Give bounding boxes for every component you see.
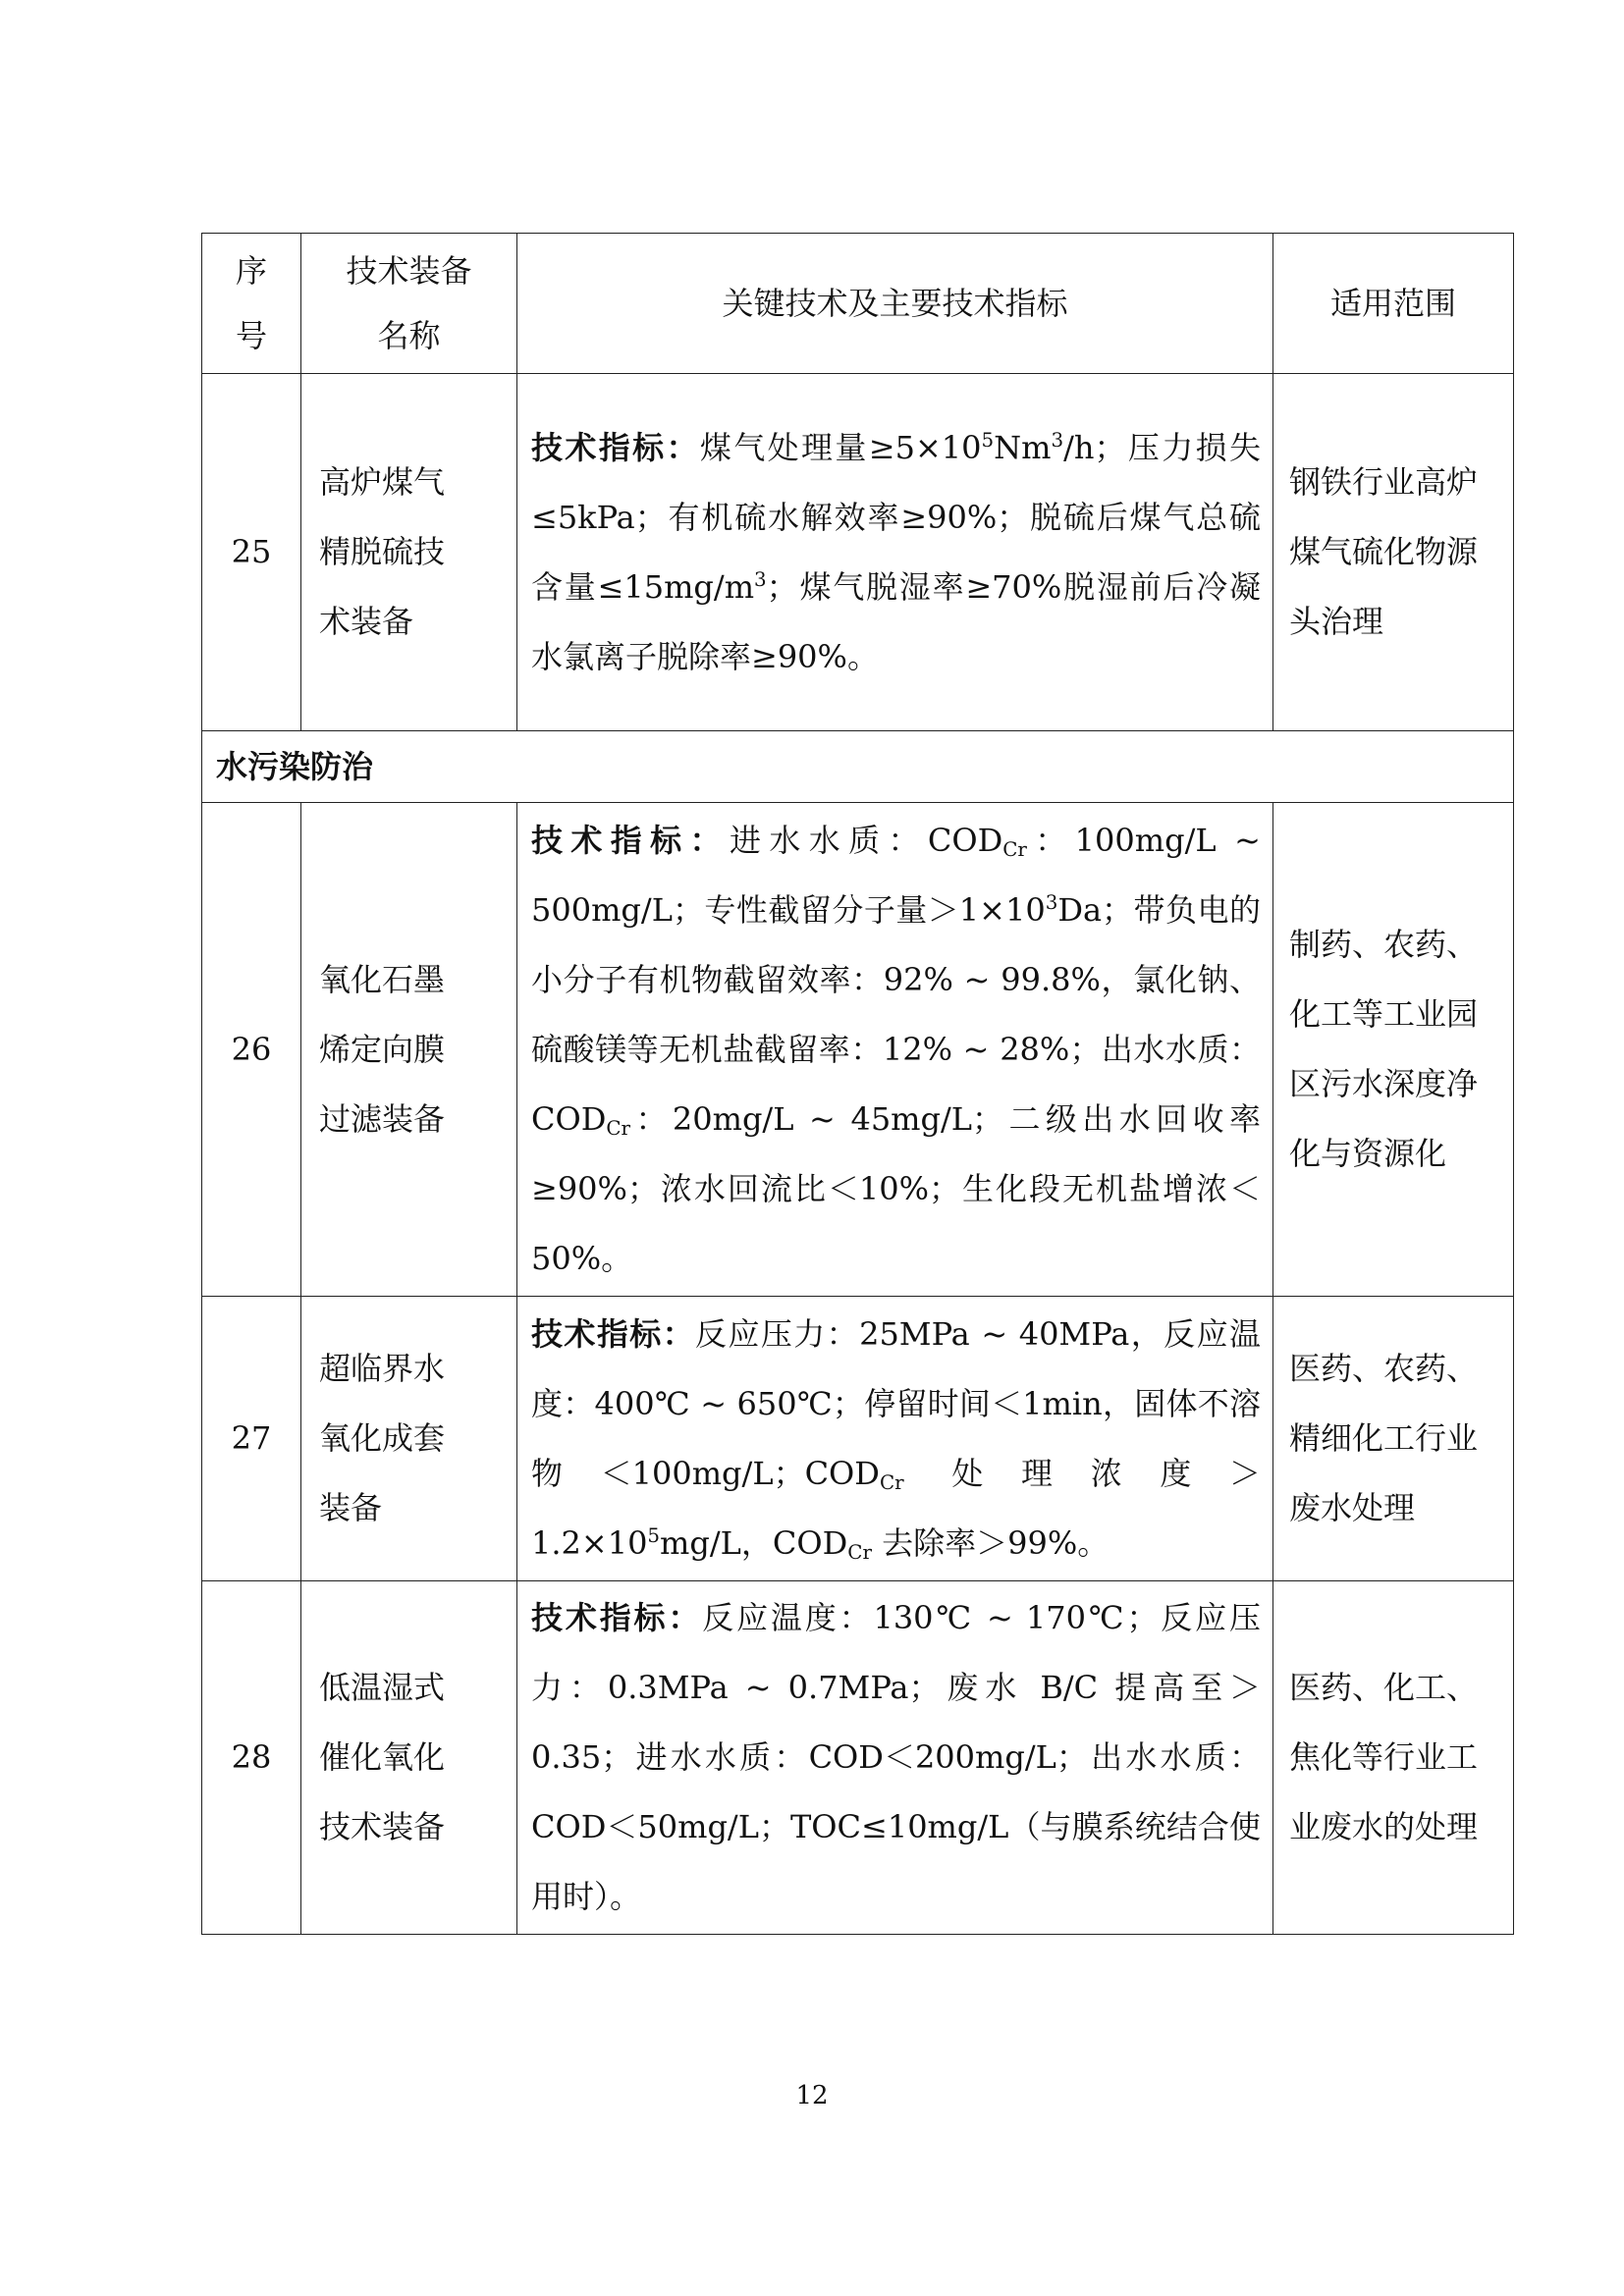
equipment-name: 氧化石墨 烯定向膜 过滤装备 xyxy=(301,803,517,1297)
row-number: 28 xyxy=(202,1581,301,1935)
row-number: 25 xyxy=(202,374,301,731)
row-number: 26 xyxy=(202,803,301,1297)
tech-lead: 技术指标： xyxy=(531,1314,696,1353)
equipment-name: 高炉煤气 精脱硫技 术装备 xyxy=(301,374,517,731)
header-scope: 适用范围 xyxy=(1273,234,1514,374)
equipment-table xyxy=(201,233,1514,1935)
table-row xyxy=(202,1581,1514,1935)
tech-lead: 技术指标： xyxy=(531,428,700,466)
table-header-row xyxy=(202,234,1514,374)
tech-lead: 技术指标： xyxy=(531,1599,703,1636)
section-title: 水污染防治 xyxy=(202,731,1514,803)
application-scope: 钢铁行业高炉煤气硫化物源头治理 xyxy=(1273,374,1514,731)
header-seq: 序 号 xyxy=(202,234,301,374)
tech-lead: 技术指标： xyxy=(531,821,730,859)
section-row xyxy=(202,731,1514,803)
tech-indicators: 技术指标：反应温度：130℃ ~ 170℃；反应压力：0.3MPa ~ 0.7MPa；废水 B/C 提高至＞0.35；进水水质：COD＜200mg/L；出水水质：COD＜50mg/L；TOC≤10mg/L（与膜系统结合使用时）。 xyxy=(517,1581,1273,1935)
application-scope: 制药、农药、化工等工业园区污水深度净化与资源化 xyxy=(1273,803,1514,1297)
tech-indicators: 技术指标：进水水质：$COD_{Cr}$：100mg/L ~ 500mg/L；专性截留分子量$>1\times 10^3Da$；带负电的小分子有机物截留效率：92% ~ 99.8%，氯化钠、硫酸镁等无机盐截留率：12% ~ 28%；出水水质：$COD_{Cr}$：20mg/L ~ 45mg/L；二级出水回收率≥90%；浓水回流比＜10%；生化段无机盐增浓＜50%。 xyxy=(517,803,1273,1297)
header-tech: 关键技术及主要技术指标 xyxy=(517,234,1273,374)
header-name: 技术装备 名称 xyxy=(301,234,517,374)
table-row xyxy=(202,374,1514,731)
tech-indicators: 技术指标：反应压力：25MPa ~ 40MPa，反应温度：400℃ ~ 650℃；停留时间＜1min，固体不溶物＜100mg/L；$COD_{Cr}$ 处理浓度$>1.2\times 10^5mg/L$，$COD_{Cr}$ 去除率＞99%。 xyxy=(517,1297,1273,1581)
page-number: 12 xyxy=(795,2081,829,2110)
equipment-name: 超临界水 氧化成套 装备 xyxy=(301,1297,517,1581)
table-row xyxy=(202,803,1514,1297)
application-scope: 医药、化工、焦化等行业工业废水的处理 xyxy=(1273,1581,1514,1935)
application-scope: 医药、农药、精细化工行业废水处理 xyxy=(1273,1297,1514,1581)
table-row xyxy=(202,1297,1514,1581)
equipment-name: 低温湿式 催化氧化 技术装备 xyxy=(301,1581,517,1935)
tech-indicators: 技术指标：煤气处理量$\ge 5\times 10^5Nm^3/h$；压力损失≤5kPa；有机硫水解效率≥90%；脱硫后煤气总硫含量$\le 15mg/m^3$；煤气脱湿率≥70%脱湿前后冷凝水氯离子脱除率≥90%。 xyxy=(517,374,1273,731)
row-number: 27 xyxy=(202,1297,301,1581)
